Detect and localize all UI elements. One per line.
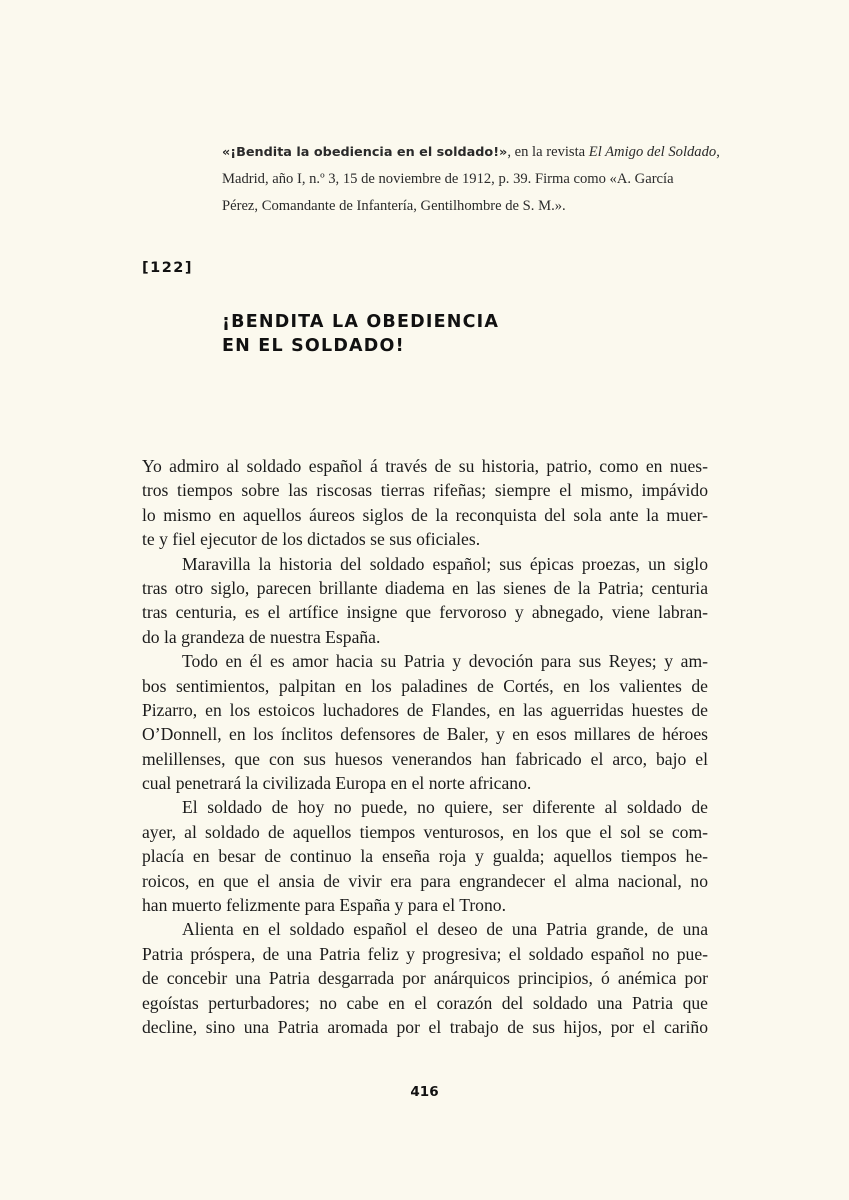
body-line: do la grandeza de nuestra España. (142, 626, 381, 647)
body-line: Patria próspera, de una Patria feliz y progresiva; el soldado español no pue- (142, 943, 708, 964)
title-line-1: ¡BENDITA LA OBEDIENCIA (222, 312, 500, 332)
source-title: «¡Bendita la obediencia en el soldado!» (222, 145, 508, 160)
body-line: cual penetrará la civilizada Europa en el norte africano. (142, 773, 532, 794)
source-note-line-3: Pérez, Comandante de Infantería, Gentilhombre de S. M.». (222, 198, 566, 214)
body-line: Maravilla la historia del soldado español; sus épicas proezas, un siglo (182, 553, 708, 574)
body-line: O’Donnell, en los ínclitos defensores de Baler, y en esos millares de héroes (142, 724, 708, 745)
body-line: te y fiel ejecutor de los dictados se sus oficiales. (142, 529, 481, 550)
body-line: tras otro siglo, parecen brillante diadema en las sienes de la Patria; centuria (142, 577, 708, 598)
body-line: melillenses, que con sus huesos venerandos han fabricado el arco, bajo el (142, 748, 708, 769)
journal-name: El Amigo del Soldado (588, 144, 717, 160)
page-number: 416 (410, 1084, 439, 1100)
body-line: Todo en él es amor hacia su Patria y devoción para sus Reyes; y am- (182, 651, 708, 672)
source-note (222, 139, 722, 220)
body-line: ayer, al soldado de aquellos tiempos venturosos, en los que el sol se com- (142, 821, 708, 842)
source-text: , en la revista (507, 144, 589, 160)
body-text (142, 454, 708, 1039)
body-line: bos sentimientos, palpitan en los paladines de Cortés, en los valientes de (142, 675, 708, 696)
body-line: placía en besar de continuo la enseña roja y gualda; aquellos tiempos he- (142, 846, 708, 867)
source-text-end: , (716, 144, 720, 160)
body-line: han muerto felizmente para España y para el Trono. (142, 895, 506, 916)
body-line: de concebir una Patria desgarrada por anárquicos principios, ó anémica por (142, 968, 708, 989)
body-line: lo mismo en aquellos áureos siglos de la reconquista del sola ante la muer- (142, 504, 708, 525)
source-note-line-2: Madrid, año I, n.º 3, 15 de noviembre de 1912, p. 39. Firma como «A. García (222, 171, 674, 187)
body-line: roicos, en que el ansia de vivir era para engrandecer el alma nacional, no (142, 870, 708, 891)
body-line: tros tiempos sobre las riscosas tierras rifeñas; siempre el mismo, impávido (142, 480, 708, 501)
body-line: Pizarro, en los estoicos luchadores de Flandes, en las aguerridas huestes de (142, 699, 708, 720)
source-note-line-1 (222, 139, 722, 166)
body-line: Yo admiro al soldado español á través de su historia, patrio, como en nues- (142, 456, 708, 476)
title-line-2: EN EL SOLDADO! (222, 336, 405, 356)
body-line: tras centuria, es el artífice insigne que fervoroso y abnegado, viene labran- (142, 602, 708, 623)
body-line: Alienta en el soldado español el deseo de una Patria grande, de una (182, 919, 708, 940)
body-line: El soldado de hoy no puede, no quiere, ser diferente al soldado de (182, 797, 708, 818)
body-line: decline, sino una Patria aromada por el trabajo de sus hijos, por el cariño (142, 1016, 708, 1037)
document-title (222, 310, 742, 358)
body-line: egoístas perturbadores; no cabe en el corazón del soldado una Patria que (142, 992, 708, 1013)
document-number: [122] (142, 260, 194, 276)
